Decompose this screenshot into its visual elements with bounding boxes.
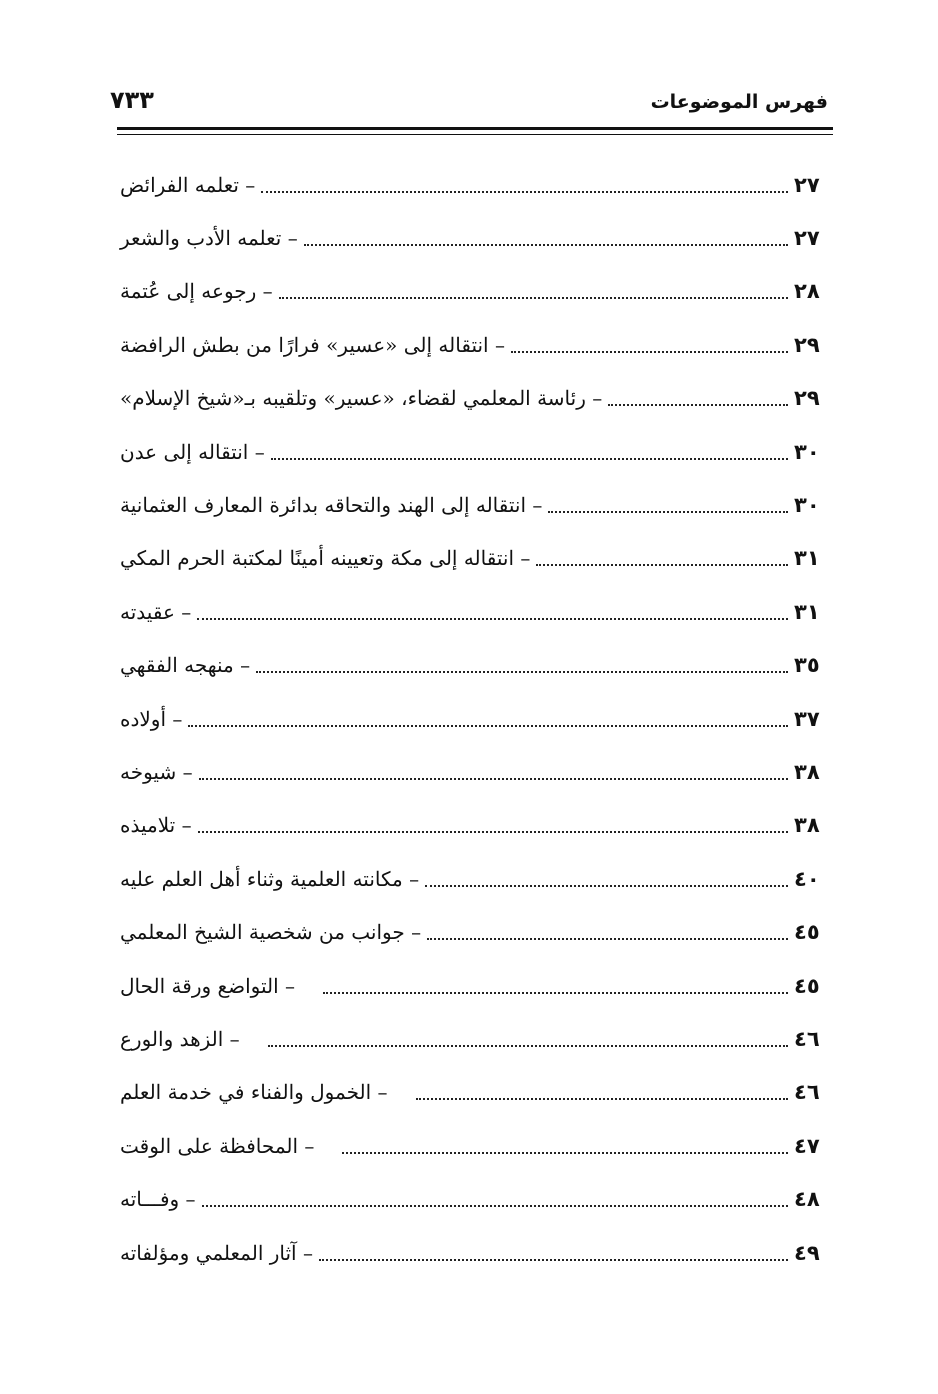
toc-entry — [120, 799, 838, 852]
toc-dot-leader — [279, 297, 788, 299]
page-title: فهرس الموضوعات — [650, 91, 828, 113]
table-of-contents — [120, 158, 838, 1279]
toc-entry — [120, 372, 838, 425]
toc-dot-leader — [548, 511, 788, 513]
header-rule-thick — [117, 127, 833, 130]
toc-entry — [120, 158, 838, 211]
toc-entry-page: ٤٧ — [794, 1133, 820, 1158]
toc-entry-page: ٢٧ — [794, 226, 820, 251]
toc-dot-leader — [342, 1152, 788, 1154]
toc-dot-leader — [268, 1045, 788, 1047]
toc-entry-page: ٣٥ — [794, 653, 820, 678]
toc-entry — [120, 265, 838, 318]
toc-subentry — [120, 1012, 838, 1065]
toc-dot-leader — [197, 618, 788, 620]
toc-dot-leader — [261, 191, 788, 193]
toc-entry-page: ٢٩ — [794, 332, 820, 357]
toc-entry — [120, 532, 838, 585]
toc-entry-page: ٤٦ — [794, 1080, 820, 1105]
toc-entry-title: – شيوخه — [120, 759, 193, 784]
toc-entry-title: – جوانب من شخصية الشيخ المعلمي — [120, 920, 422, 945]
toc-subentry — [120, 1066, 838, 1119]
toc-entry-title: – الزهد والورع — [120, 1026, 240, 1051]
toc-entry — [120, 425, 838, 478]
toc-entry-title: – عقيدته — [120, 599, 192, 624]
toc-entry-title: – التواضع ورقة الحال — [120, 973, 296, 998]
page-number: ٧٣٣ — [110, 86, 154, 114]
toc-dot-leader — [427, 938, 788, 940]
toc-entry-page: ٤٩ — [794, 1240, 820, 1265]
toc-dot-leader — [198, 831, 788, 833]
toc-subentry — [120, 1119, 838, 1172]
toc-entry-page: ٤٨ — [794, 1187, 820, 1212]
toc-dot-leader — [256, 671, 788, 673]
toc-entry-title: – تعلمه الأدب والشعر — [120, 226, 298, 251]
toc-entry-page: ٣٧ — [794, 706, 820, 731]
toc-entry — [120, 852, 838, 905]
toc-entry-title: – انتقاله إلى الهند والتحاقه بدائرة المعارف العثمانية — [120, 493, 543, 518]
toc-entry — [120, 211, 838, 264]
toc-dot-leader — [202, 1205, 788, 1207]
toc-entry-page: ٣٠ — [794, 493, 820, 518]
toc-entry-page: ٤٠ — [794, 866, 820, 891]
header-rule-thin — [117, 134, 833, 135]
toc-dot-leader — [199, 778, 788, 780]
toc-entry — [120, 1226, 838, 1279]
toc-entry-title: – أولاده — [120, 706, 183, 731]
toc-dot-leader — [323, 992, 788, 994]
toc-subentry — [120, 959, 838, 1012]
toc-entry-title: – الخمول والفناء في خدمة العلم — [120, 1080, 388, 1105]
toc-dot-leader — [304, 244, 788, 246]
toc-entry-title: – منهجه الفقهي — [120, 653, 251, 678]
toc-dot-leader — [188, 725, 788, 727]
toc-entry-page: ٢٧ — [794, 172, 820, 197]
toc-dot-leader — [536, 564, 788, 566]
toc-entry-title: – تلاميذه — [120, 813, 192, 838]
toc-entry-title: – انتقاله إلى مكة وتعيينه أمينًا لمكتبة الحرم المكي — [120, 546, 531, 571]
toc-entry-page: ٣١ — [794, 599, 820, 624]
page-header — [110, 84, 828, 124]
toc-dot-leader — [425, 885, 788, 887]
toc-entry — [120, 585, 838, 638]
toc-entry-title: – وفـــاته — [120, 1187, 196, 1212]
toc-entry-title: – آثار المعلمي ومؤلفاته — [120, 1240, 313, 1265]
toc-dot-leader — [608, 404, 788, 406]
toc-entry-page: ٣٨ — [794, 759, 820, 784]
toc-dot-leader — [271, 458, 788, 460]
toc-entry-page: ٤٦ — [794, 1026, 820, 1051]
toc-entry-page: ٤٥ — [794, 920, 820, 945]
toc-entry-title: – رئاسة المعلمي لقضاء، «عسير» وتلقيبه بـ«شيخ الإسلام» — [120, 386, 603, 411]
toc-entry-page: ٣٠ — [794, 439, 820, 464]
toc-entry — [120, 745, 838, 798]
toc-dot-leader — [416, 1098, 789, 1100]
toc-entry — [120, 1172, 838, 1225]
toc-entry-title: – رجوعه إلى عُتمة — [120, 279, 273, 304]
toc-entry-title: – تعلمه الفرائض — [120, 172, 256, 197]
toc-entry — [120, 692, 838, 745]
toc-dot-leader — [319, 1259, 788, 1261]
toc-entry-title: – انتقاله إلى «عسير» فرارًا من بطش الرافضة — [120, 332, 505, 357]
toc-entry-title: – المحافظة على الوقت — [120, 1133, 315, 1158]
toc-entry-title: – مكانته العلمية وثناء أهل العلم عليه — [120, 866, 420, 891]
toc-entry-page: ٣٨ — [794, 813, 820, 838]
toc-entry — [120, 905, 838, 958]
toc-dot-leader — [511, 351, 788, 353]
toc-entry-page: ٢٨ — [794, 279, 820, 304]
toc-entry-title: – انتقاله إلى عدن — [120, 439, 265, 464]
toc-entry — [120, 318, 838, 371]
toc-entry — [120, 478, 838, 531]
toc-entry-page: ٢٩ — [794, 386, 820, 411]
toc-entry-page: ٣١ — [794, 546, 820, 571]
toc-entry-page: ٤٥ — [794, 973, 820, 998]
toc-entry — [120, 639, 838, 692]
